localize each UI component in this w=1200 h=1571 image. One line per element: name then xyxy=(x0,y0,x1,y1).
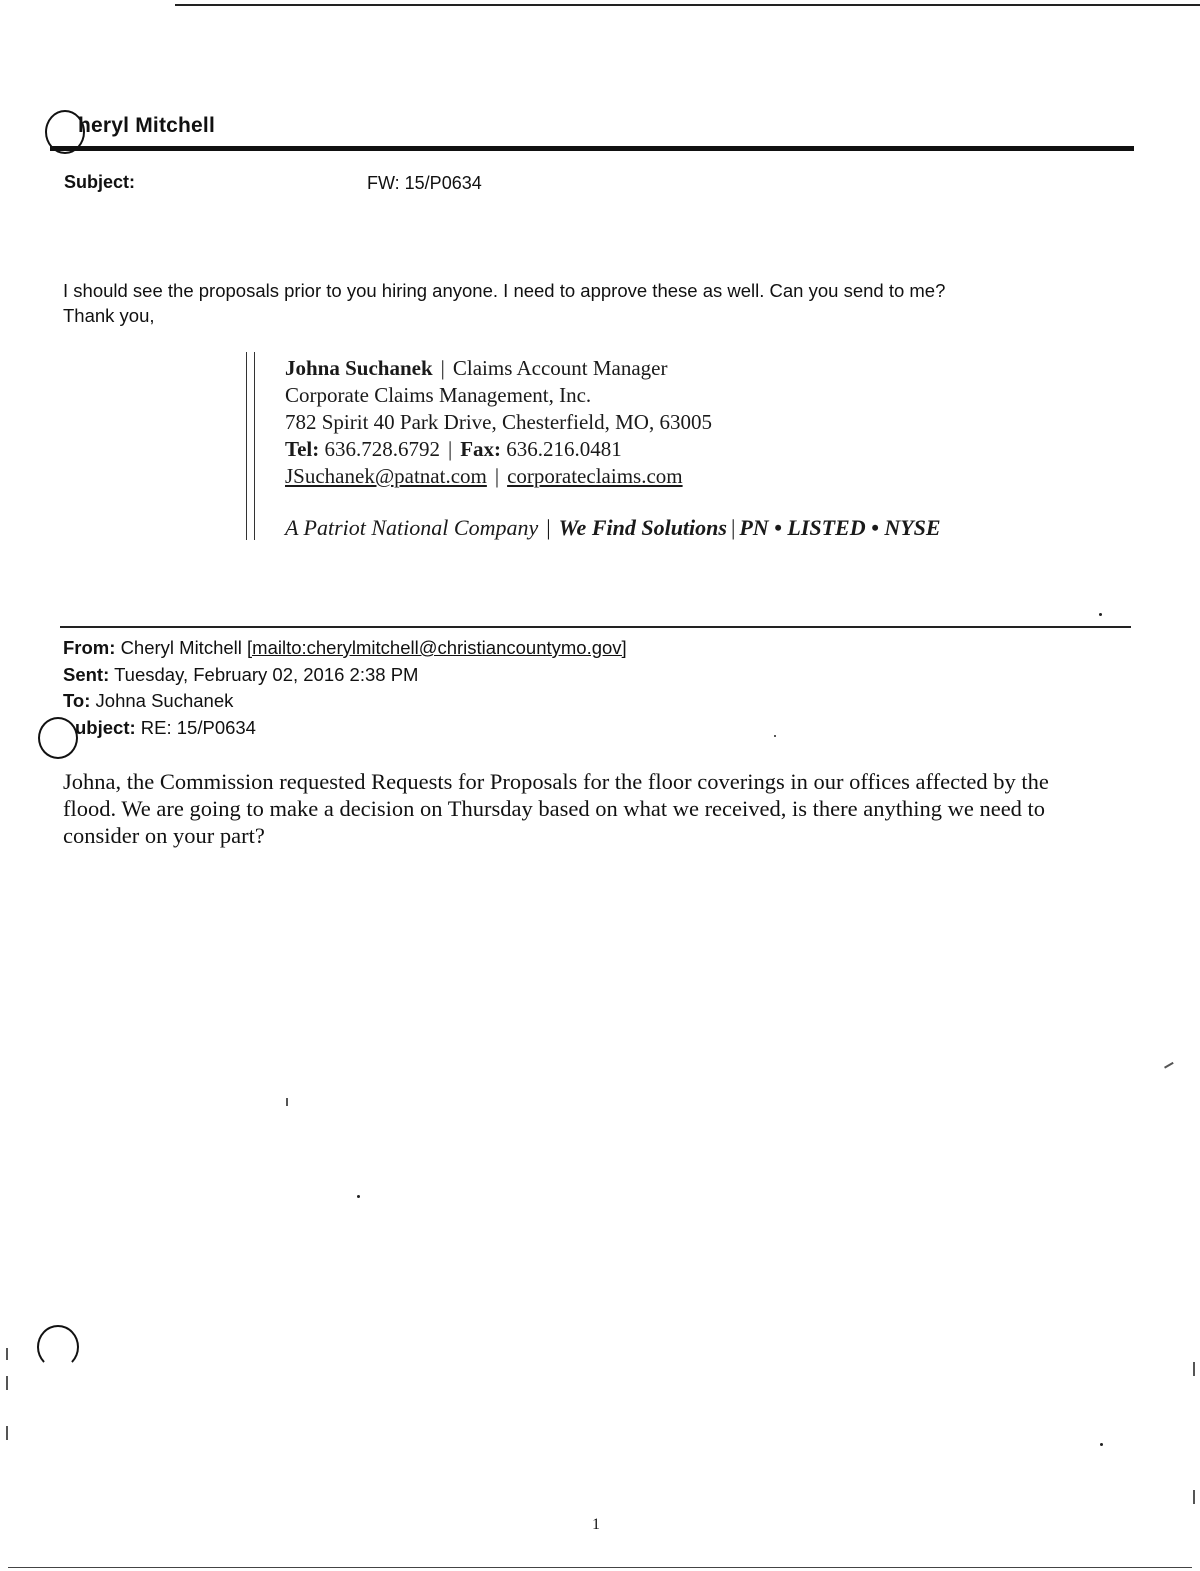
tagline-listing: PN • LISTED • NYSE xyxy=(739,515,941,540)
to-label: To: xyxy=(63,690,91,711)
to-value: Johna Suchanek xyxy=(95,690,234,711)
signature-role: Claims Account Manager xyxy=(452,356,668,380)
reply-line: I should see the proposals prior to you hiring anyone. I need to approve these as well. Can you send to me? xyxy=(63,280,946,301)
scan-mark xyxy=(1193,1362,1195,1376)
separator: | xyxy=(546,515,551,540)
signature-address: 782 Spirit 40 Park Drive, Chesterfield, MO, 63005 xyxy=(285,410,712,434)
subject-value: FW: 15/P0634 xyxy=(367,173,482,193)
scan-speck xyxy=(1100,1443,1103,1446)
from-name: Cheryl Mitchell xyxy=(120,637,242,658)
tagline-company: A Patriot National Company xyxy=(285,515,539,540)
tel-label: Tel: xyxy=(285,437,320,461)
forward-subject-label: ubject: xyxy=(75,716,136,738)
reply-line: Thank you, xyxy=(63,305,155,326)
punch-hole-bottom xyxy=(37,1325,79,1369)
sent-label: Sent: xyxy=(63,663,110,685)
separator: | xyxy=(440,356,445,380)
scan-mark xyxy=(1193,1490,1195,1504)
forwarded-header xyxy=(63,635,627,741)
reply-body xyxy=(63,278,1063,328)
to-line xyxy=(63,688,627,715)
email-link[interactable]: JSuchanek@patnat.com xyxy=(285,464,487,488)
from-label: From: xyxy=(63,637,116,658)
original-message xyxy=(63,768,1143,849)
scan-speck xyxy=(774,735,776,737)
forward-divider xyxy=(60,626,1131,628)
signature-bar xyxy=(246,352,255,540)
scan-mark xyxy=(6,1348,8,1360)
from-line xyxy=(63,635,627,662)
message-line: consider on your part? xyxy=(63,823,265,848)
subject-line xyxy=(63,715,627,742)
message-line: flood. We are going to make a decision on Thursday based on what we received, is there anything we need to xyxy=(63,796,1046,821)
signature-name: Johna Suchanek xyxy=(285,356,433,380)
separator: | xyxy=(730,515,736,540)
scan-mark xyxy=(286,1098,288,1106)
scan-bottom-rule xyxy=(8,1567,1192,1568)
tel-value: 636.728.6792 xyxy=(324,437,440,461)
forward-subject-value: RE: 15/P0634 xyxy=(140,716,256,738)
scan-speck xyxy=(1099,613,1102,616)
scan-mark xyxy=(1164,1062,1173,1068)
subject-label: Subject: xyxy=(64,172,136,192)
tagline-slogan: We Find Solutions xyxy=(558,515,727,540)
document-title: heryl Mitchell xyxy=(78,114,216,137)
scan-top-rule xyxy=(175,4,1200,6)
from-mailto-link[interactable]: [mailto:cherylmitchell@christiancountymo.gov] xyxy=(247,637,627,658)
website-link[interactable]: corporateclaims.com xyxy=(507,464,683,488)
separator: | xyxy=(494,464,500,488)
scan-speck xyxy=(357,1195,360,1198)
sent-line xyxy=(63,662,627,689)
signature-links-line xyxy=(285,463,941,490)
signature-name-line xyxy=(285,355,941,382)
scan-mark xyxy=(6,1426,8,1440)
message-line: Johna, the Commission requested Requests for Proposals for the floor coverings in our offices affected by the xyxy=(63,769,1049,794)
signature-company: Corporate Claims Management, Inc. xyxy=(285,383,592,407)
page-number: 1 xyxy=(592,1516,600,1533)
scan-mark xyxy=(6,1376,8,1390)
fax-value: 636.216.0481 xyxy=(506,437,622,461)
signature-block xyxy=(285,355,941,541)
title-rule xyxy=(50,146,1134,151)
signature-phone-line xyxy=(285,436,941,463)
sent-value: Tuesday, February 02, 2016 2:38 PM xyxy=(114,663,419,685)
signature-tagline xyxy=(285,514,941,541)
fax-label: Fax: xyxy=(460,437,502,461)
separator: | xyxy=(447,437,453,461)
